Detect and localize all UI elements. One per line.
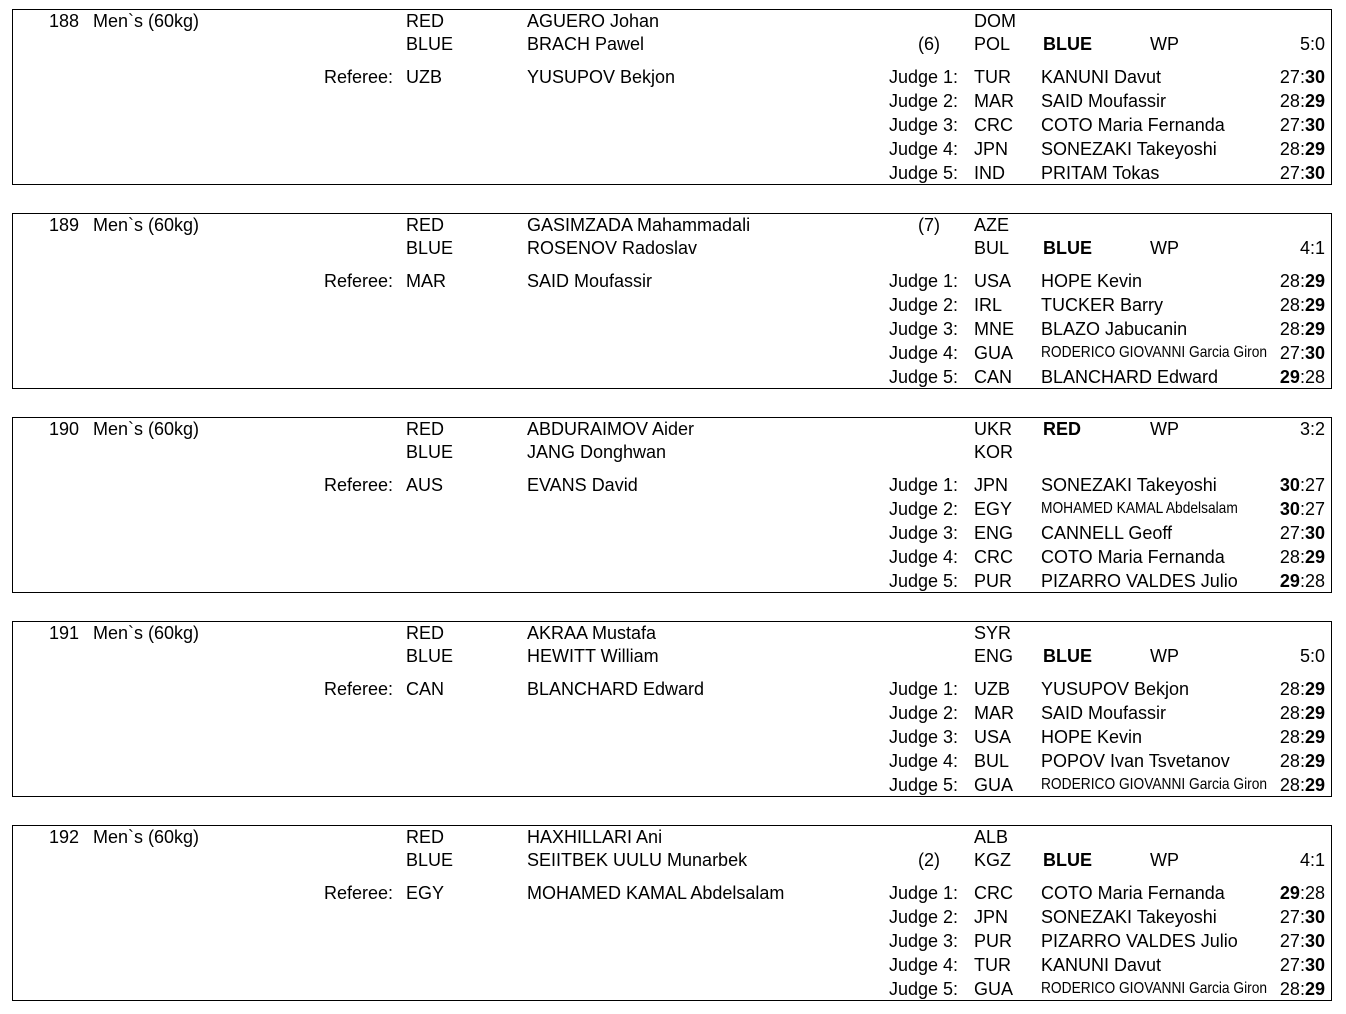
judge-name: COTO Maria Fernanda bbox=[1041, 115, 1225, 135]
score-separator: : bbox=[1299, 727, 1305, 747]
judge-score bbox=[1243, 702, 1325, 724]
judge-score bbox=[1243, 66, 1325, 88]
blue-seed: (2) bbox=[918, 850, 940, 870]
judge-name: SONEZAKI Takeyoshi bbox=[1041, 139, 1217, 159]
judge-name: SAID Moufassir bbox=[1041, 703, 1167, 723]
final-score: 5:0 bbox=[1299, 34, 1325, 54]
corner-label-red: RED bbox=[406, 827, 445, 847]
judge-score bbox=[1243, 162, 1325, 184]
score-separator: : bbox=[1299, 883, 1305, 903]
score-separator: : bbox=[1299, 907, 1305, 927]
referee-country: CAN bbox=[406, 679, 445, 699]
judge-label: Judge 5: bbox=[889, 979, 959, 999]
bout-number: 189 bbox=[48, 215, 79, 235]
referee-country: EGY bbox=[406, 883, 445, 903]
red-athlete-name: AGUERO Johan bbox=[527, 11, 660, 31]
judge-score-red: 27 bbox=[1279, 67, 1300, 87]
referee-country: MAR bbox=[406, 271, 446, 291]
red-country: UKR bbox=[974, 419, 1013, 439]
judge-label: Judge 1: bbox=[889, 679, 959, 699]
judge-score-blue: 29 bbox=[1304, 319, 1325, 339]
judge-score-red: 30 bbox=[1279, 475, 1300, 495]
blue-country: POL bbox=[974, 34, 1011, 54]
judge-score-blue: 30 bbox=[1304, 343, 1325, 363]
judge-score bbox=[1243, 774, 1325, 796]
corner-label-red: RED bbox=[406, 623, 445, 643]
red-country: ALB bbox=[974, 827, 1009, 847]
weight-category: Men`s (60kg) bbox=[93, 215, 200, 235]
winner-corner: RED bbox=[1043, 419, 1082, 439]
score-separator: : bbox=[1299, 295, 1305, 315]
judge-country: USA bbox=[974, 271, 1012, 291]
blue-country: ENG bbox=[974, 646, 1014, 666]
judge-score-blue: 28 bbox=[1304, 367, 1325, 387]
judge-score-red: 28 bbox=[1279, 703, 1300, 723]
judge-country: ENG bbox=[974, 523, 1014, 543]
referee-name: BLANCHARD Edward bbox=[527, 679, 705, 699]
judge-label: Judge 4: bbox=[889, 343, 959, 363]
judge-score-red: 28 bbox=[1279, 547, 1300, 567]
judge-label: Judge 4: bbox=[889, 547, 959, 567]
judge-label: Judge 3: bbox=[889, 931, 959, 951]
judge-score-red: 29 bbox=[1279, 571, 1300, 591]
judge-country: JPN bbox=[974, 139, 1009, 159]
corner-label-red: RED bbox=[406, 215, 445, 235]
judge-country: IRL bbox=[974, 295, 1003, 315]
bout-block bbox=[12, 621, 1332, 797]
judge-score-red: 30 bbox=[1279, 499, 1300, 519]
final-score: 5:0 bbox=[1299, 646, 1325, 666]
score-separator: : bbox=[1299, 343, 1305, 363]
judge-country: PUR bbox=[974, 931, 1013, 951]
referee-label: Referee: bbox=[323, 67, 393, 87]
judge-score bbox=[1243, 954, 1325, 976]
judge-score-red: 29 bbox=[1279, 367, 1300, 387]
judge-score bbox=[1243, 498, 1325, 520]
judge-label: Judge 4: bbox=[889, 139, 959, 159]
weight-category: Men`s (60kg) bbox=[93, 11, 200, 31]
judge-label: Judge 2: bbox=[889, 907, 959, 927]
judge-score-blue: 30 bbox=[1304, 907, 1325, 927]
score-separator: : bbox=[1299, 979, 1305, 999]
score-separator: : bbox=[1299, 319, 1305, 339]
decision-type: WP bbox=[1150, 419, 1179, 439]
judge-score-blue: 28 bbox=[1304, 571, 1325, 591]
score-separator: : bbox=[1299, 271, 1305, 291]
judge-label: Judge 3: bbox=[889, 319, 959, 339]
judge-country: MNE bbox=[974, 319, 1014, 339]
judge-score-blue: 29 bbox=[1304, 703, 1325, 723]
judge-label: Judge 5: bbox=[889, 163, 959, 183]
judge-score-red: 28 bbox=[1279, 91, 1300, 111]
judge-name: BLAZO Jabucanin bbox=[1041, 319, 1188, 339]
judge-score bbox=[1243, 270, 1325, 292]
judge-name: RODERICO GIOVANNI Garcia Giron bbox=[1041, 344, 1268, 361]
red-country: DOM bbox=[974, 11, 1016, 31]
judge-score bbox=[1243, 522, 1325, 544]
winner-corner: BLUE bbox=[1043, 34, 1092, 54]
judge-score-red: 29 bbox=[1279, 883, 1300, 903]
red-athlete-name: GASIMZADA Mahammadali bbox=[527, 215, 751, 235]
blue-athlete-name: BRACH Pawel bbox=[527, 34, 645, 54]
judge-label: Judge 2: bbox=[889, 703, 959, 723]
judge-label: Judge 5: bbox=[889, 571, 959, 591]
judge-name: TUCKER Barry bbox=[1041, 295, 1164, 315]
judge-name: COTO Maria Fernanda bbox=[1041, 547, 1225, 567]
judge-score-red: 27 bbox=[1279, 955, 1300, 975]
judge-score-red: 27 bbox=[1279, 115, 1300, 135]
referee-name: YUSUPOV Bekjon bbox=[527, 67, 676, 87]
judge-country: JPN bbox=[974, 907, 1009, 927]
judge-label: Judge 5: bbox=[889, 775, 959, 795]
judge-name: YUSUPOV Bekjon bbox=[1041, 679, 1190, 699]
winner-corner: BLUE bbox=[1043, 238, 1092, 258]
judge-label: Judge 2: bbox=[889, 499, 959, 519]
judge-score-red: 28 bbox=[1279, 139, 1300, 159]
judge-score-blue: 29 bbox=[1304, 751, 1325, 771]
judge-name: KANUNI Davut bbox=[1041, 67, 1162, 87]
red-country: AZE bbox=[974, 215, 1010, 235]
judge-score-blue: 28 bbox=[1304, 883, 1325, 903]
judge-name: HOPE Kevin bbox=[1041, 271, 1143, 291]
score-separator: : bbox=[1299, 775, 1305, 795]
judge-score-blue: 30 bbox=[1304, 523, 1325, 543]
judge-label: Judge 1: bbox=[889, 271, 959, 291]
bout-number: 190 bbox=[48, 419, 79, 439]
judge-score-red: 27 bbox=[1279, 907, 1300, 927]
judge-name: PIZARRO VALDES Julio bbox=[1041, 571, 1238, 591]
judge-score bbox=[1243, 366, 1325, 388]
judge-name: MOHAMED KAMAL Abdelsalam bbox=[1041, 500, 1238, 517]
judge-name: COTO Maria Fernanda bbox=[1041, 883, 1225, 903]
score-separator: : bbox=[1299, 751, 1305, 771]
judge-name: KANUNI Davut bbox=[1041, 955, 1162, 975]
bout-number: 188 bbox=[48, 11, 79, 31]
judge-score-blue: 29 bbox=[1304, 139, 1325, 159]
judge-name: PRITAM Tokas bbox=[1041, 163, 1160, 183]
score-separator: : bbox=[1299, 547, 1305, 567]
blue-athlete-name: SEIITBEK UULU Munarbek bbox=[527, 850, 748, 870]
judge-score-blue: 27 bbox=[1304, 475, 1325, 495]
judge-score-blue: 29 bbox=[1304, 271, 1325, 291]
score-separator: : bbox=[1299, 115, 1305, 135]
judge-country: CRC bbox=[974, 883, 1013, 903]
judge-score-blue: 29 bbox=[1304, 979, 1325, 999]
judge-name: POPOV Ivan Tsvetanov bbox=[1041, 751, 1230, 771]
referee-country: AUS bbox=[406, 475, 444, 495]
score-separator: : bbox=[1299, 955, 1305, 975]
judge-country: MAR bbox=[974, 703, 1014, 723]
judge-score bbox=[1243, 546, 1325, 568]
judge-score-blue: 30 bbox=[1304, 67, 1325, 87]
judge-name: RODERICO GIOVANNI Garcia Giron bbox=[1041, 980, 1268, 997]
score-separator: : bbox=[1299, 523, 1305, 543]
corner-label-blue: BLUE bbox=[406, 442, 454, 462]
judge-name: SAID Moufassir bbox=[1041, 91, 1167, 111]
judge-label: Judge 2: bbox=[889, 91, 959, 111]
referee-label: Referee: bbox=[323, 679, 393, 699]
judge-score-red: 27 bbox=[1279, 163, 1300, 183]
referee-label: Referee: bbox=[323, 883, 393, 903]
judge-country: UZB bbox=[974, 679, 1010, 699]
decision-type: WP bbox=[1150, 850, 1179, 870]
judge-score bbox=[1243, 90, 1325, 112]
score-separator: : bbox=[1299, 703, 1305, 723]
judge-label: Judge 1: bbox=[889, 475, 959, 495]
judge-label: Judge 3: bbox=[889, 727, 959, 747]
corner-label-red: RED bbox=[406, 11, 445, 31]
judge-score-red: 27 bbox=[1279, 931, 1300, 951]
judge-score bbox=[1243, 750, 1325, 772]
judge-score bbox=[1243, 882, 1325, 904]
judge-country: CAN bbox=[974, 367, 1013, 387]
final-score: 3:2 bbox=[1299, 419, 1325, 439]
judge-score bbox=[1243, 318, 1325, 340]
judge-score bbox=[1243, 474, 1325, 496]
judge-name: SONEZAKI Takeyoshi bbox=[1041, 475, 1217, 495]
judge-score-blue: 29 bbox=[1304, 295, 1325, 315]
judge-score bbox=[1243, 294, 1325, 316]
judge-country: IND bbox=[974, 163, 1005, 183]
judge-country: TUR bbox=[974, 955, 1011, 975]
red-athlete-name: AKRAA Mustafa bbox=[527, 623, 657, 643]
corner-label-blue: BLUE bbox=[406, 34, 454, 54]
score-separator: : bbox=[1299, 931, 1305, 951]
judge-score-red: 28 bbox=[1279, 319, 1300, 339]
judge-score bbox=[1243, 906, 1325, 928]
bout-block bbox=[12, 825, 1332, 1001]
judge-label: Judge 3: bbox=[889, 523, 959, 543]
judge-score bbox=[1243, 570, 1325, 592]
judge-score-red: 28 bbox=[1279, 751, 1300, 771]
score-separator: : bbox=[1299, 367, 1305, 387]
judge-name: SONEZAKI Takeyoshi bbox=[1041, 907, 1217, 927]
score-separator: : bbox=[1299, 499, 1305, 519]
judge-country: EGY bbox=[974, 499, 1013, 519]
corner-label-red: RED bbox=[406, 419, 445, 439]
winner-corner: BLUE bbox=[1043, 850, 1092, 870]
referee-name: SAID Moufassir bbox=[527, 271, 653, 291]
judge-score-blue: 29 bbox=[1304, 727, 1325, 747]
judge-label: Judge 4: bbox=[889, 955, 959, 975]
judge-score-blue: 29 bbox=[1304, 547, 1325, 567]
bout-block bbox=[12, 213, 1332, 389]
referee-label: Referee: bbox=[323, 271, 393, 291]
judge-country: CRC bbox=[974, 115, 1013, 135]
judge-score-blue: 29 bbox=[1304, 775, 1325, 795]
judge-name: CANNELL Geoff bbox=[1041, 523, 1173, 543]
judge-name: HOPE Kevin bbox=[1041, 727, 1143, 747]
bout-number: 191 bbox=[48, 623, 79, 643]
judge-score-blue: 29 bbox=[1304, 679, 1325, 699]
judge-score-red: 28 bbox=[1279, 295, 1300, 315]
blue-country: KOR bbox=[974, 442, 1014, 462]
corner-label-blue: BLUE bbox=[406, 646, 454, 666]
decision-type: WP bbox=[1150, 34, 1179, 54]
final-score: 4:1 bbox=[1299, 850, 1325, 870]
decision-type: WP bbox=[1150, 646, 1179, 666]
red-country: SYR bbox=[974, 623, 1012, 643]
judge-country: PUR bbox=[974, 571, 1013, 591]
blue-country: KGZ bbox=[974, 850, 1012, 870]
judge-score-red: 27 bbox=[1279, 343, 1300, 363]
judge-country: GUA bbox=[974, 775, 1014, 795]
bout-block bbox=[12, 9, 1332, 185]
corner-label-blue: BLUE bbox=[406, 850, 454, 870]
blue-athlete-name: JANG Donghwan bbox=[527, 442, 667, 462]
judge-country: CRC bbox=[974, 547, 1013, 567]
judge-score-red: 28 bbox=[1279, 775, 1300, 795]
judge-country: USA bbox=[974, 727, 1012, 747]
judge-score-red: 28 bbox=[1279, 271, 1300, 291]
blue-athlete-name: ROSENOV Radoslav bbox=[527, 238, 698, 258]
judge-score bbox=[1243, 138, 1325, 160]
judge-label: Judge 1: bbox=[889, 67, 959, 87]
judge-country: MAR bbox=[974, 91, 1014, 111]
judge-label: Judge 5: bbox=[889, 367, 959, 387]
judge-score-blue: 30 bbox=[1304, 115, 1325, 135]
judge-score bbox=[1243, 930, 1325, 952]
judge-score bbox=[1243, 114, 1325, 136]
blue-athlete-name: HEWITT William bbox=[527, 646, 659, 666]
judge-label: Judge 4: bbox=[889, 751, 959, 771]
judge-country: JPN bbox=[974, 475, 1009, 495]
referee-name: EVANS David bbox=[527, 475, 638, 495]
decision-type: WP bbox=[1150, 238, 1179, 258]
score-separator: : bbox=[1299, 67, 1305, 87]
red-athlete-name: ABDURAIMOV Aider bbox=[527, 419, 695, 439]
judge-name: BLANCHARD Edward bbox=[1041, 367, 1219, 387]
judge-label: Judge 3: bbox=[889, 115, 959, 135]
judge-score bbox=[1243, 978, 1325, 1000]
judge-score-blue: 30 bbox=[1304, 163, 1325, 183]
judge-score bbox=[1243, 726, 1325, 748]
score-separator: : bbox=[1299, 163, 1305, 183]
judge-name: RODERICO GIOVANNI Garcia Giron bbox=[1041, 776, 1268, 793]
judge-score-blue: 29 bbox=[1304, 91, 1325, 111]
referee-name: MOHAMED KAMAL Abdelsalam bbox=[527, 883, 785, 903]
corner-label-blue: BLUE bbox=[406, 238, 454, 258]
referee-country: UZB bbox=[406, 67, 442, 87]
blue-seed: (6) bbox=[918, 34, 940, 54]
judge-label: Judge 1: bbox=[889, 883, 959, 903]
referee-label: Referee: bbox=[323, 475, 393, 495]
judge-score-red: 28 bbox=[1279, 727, 1300, 747]
judge-score-red: 27 bbox=[1279, 523, 1300, 543]
judge-score bbox=[1243, 342, 1325, 364]
bout-number: 192 bbox=[48, 827, 79, 847]
judge-country: GUA bbox=[974, 979, 1014, 999]
judge-score-red: 28 bbox=[1279, 679, 1300, 699]
weight-category: Men`s (60kg) bbox=[93, 623, 200, 643]
judge-score-blue: 27 bbox=[1304, 499, 1325, 519]
judge-score-red: 28 bbox=[1279, 979, 1300, 999]
weight-category: Men`s (60kg) bbox=[93, 827, 200, 847]
score-separator: : bbox=[1299, 571, 1305, 591]
final-score: 4:1 bbox=[1299, 238, 1325, 258]
score-separator: : bbox=[1299, 91, 1305, 111]
blue-country: BUL bbox=[974, 238, 1010, 258]
weight-category: Men`s (60kg) bbox=[93, 419, 200, 439]
score-separator: : bbox=[1299, 679, 1305, 699]
red-seed: (7) bbox=[918, 215, 940, 235]
score-separator: : bbox=[1299, 139, 1305, 159]
judge-name: PIZARRO VALDES Julio bbox=[1041, 931, 1238, 951]
judge-country: TUR bbox=[974, 67, 1011, 87]
winner-corner: BLUE bbox=[1043, 646, 1092, 666]
judge-label: Judge 2: bbox=[889, 295, 959, 315]
judge-country: BUL bbox=[974, 751, 1010, 771]
judge-score-blue: 30 bbox=[1304, 955, 1325, 975]
bout-block bbox=[12, 417, 1332, 593]
judge-score-blue: 30 bbox=[1304, 931, 1325, 951]
judge-country: GUA bbox=[974, 343, 1014, 363]
score-separator: : bbox=[1299, 475, 1305, 495]
red-athlete-name: HAXHILLARI Ani bbox=[527, 827, 663, 847]
judge-score bbox=[1243, 678, 1325, 700]
